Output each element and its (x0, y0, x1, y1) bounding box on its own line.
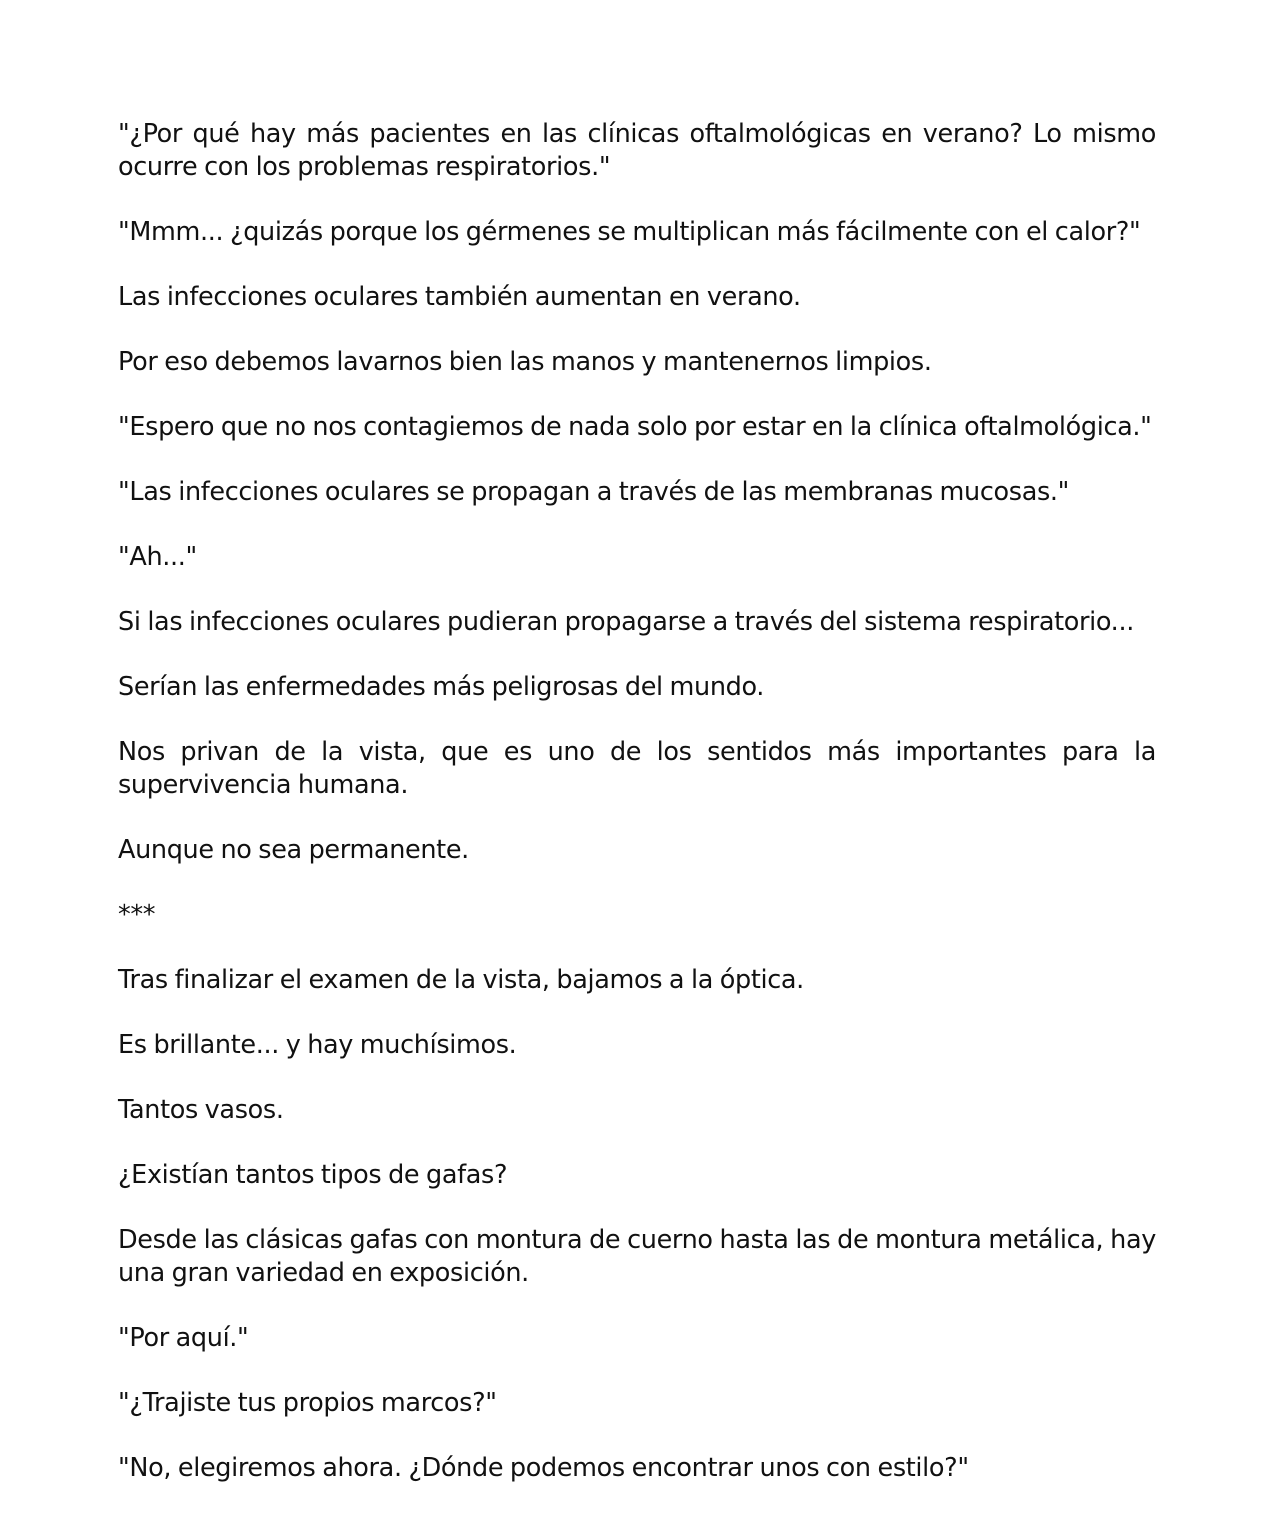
scene-break: *** (118, 900, 156, 930)
paragraph: Nos privan de la vista, que es uno de los sentidos más importantes para la supervivencia humana. (118, 737, 1156, 800)
paragraph: "Las infecciones oculares se propagan a través de las membranas mucosas." (118, 477, 1070, 507)
paragraph: Por eso debemos lavarnos bien las manos y mantenernos limpios. (118, 347, 932, 377)
paragraph: Es brillante... y hay muchísimos. (118, 1030, 517, 1060)
paragraph: Tantos vasos. (118, 1095, 284, 1125)
paragraph: "¿Por qué hay más pacientes en las clínicas oftalmológicas en verano? Lo mismo ocurre con los problemas respiratorios." (118, 119, 1156, 182)
paragraph: "Ah..." (118, 542, 197, 572)
paragraph: Serían las enfermedades más peligrosas del mundo. (118, 672, 765, 702)
paragraph: "Mmm... ¿quizás porque los gérmenes se multiplican más fácilmente con el calor?" (118, 217, 1141, 247)
paragraph: "No, elegiremos ahora. ¿Dónde podemos encontrar unos con estilo?" (118, 1453, 969, 1483)
document-page (118, 118, 1156, 1517)
paragraph: Si las infecciones oculares pudieran propagarse a través del sistema respiratorio... (118, 607, 1134, 637)
paragraph: Tras finalizar el examen de la vista, bajamos a la óptica. (118, 965, 804, 995)
paragraph: "¿Trajiste tus propios marcos?" (118, 1388, 497, 1418)
paragraph: ¿Existían tantos tipos de gafas? (118, 1160, 508, 1190)
paragraph: "Por aquí." (118, 1323, 249, 1353)
paragraph: Aunque no sea permanente. (118, 835, 469, 865)
paragraph: Las infecciones oculares también aumentan en verano. (118, 282, 801, 312)
paragraph: Desde las clásicas gafas con montura de cuerno hasta las de montura metálica, hay una gran variedad en exposición. (118, 1225, 1156, 1288)
paragraph: "Espero que no nos contagiemos de nada solo por estar en la clínica oftalmológica." (118, 412, 1152, 442)
